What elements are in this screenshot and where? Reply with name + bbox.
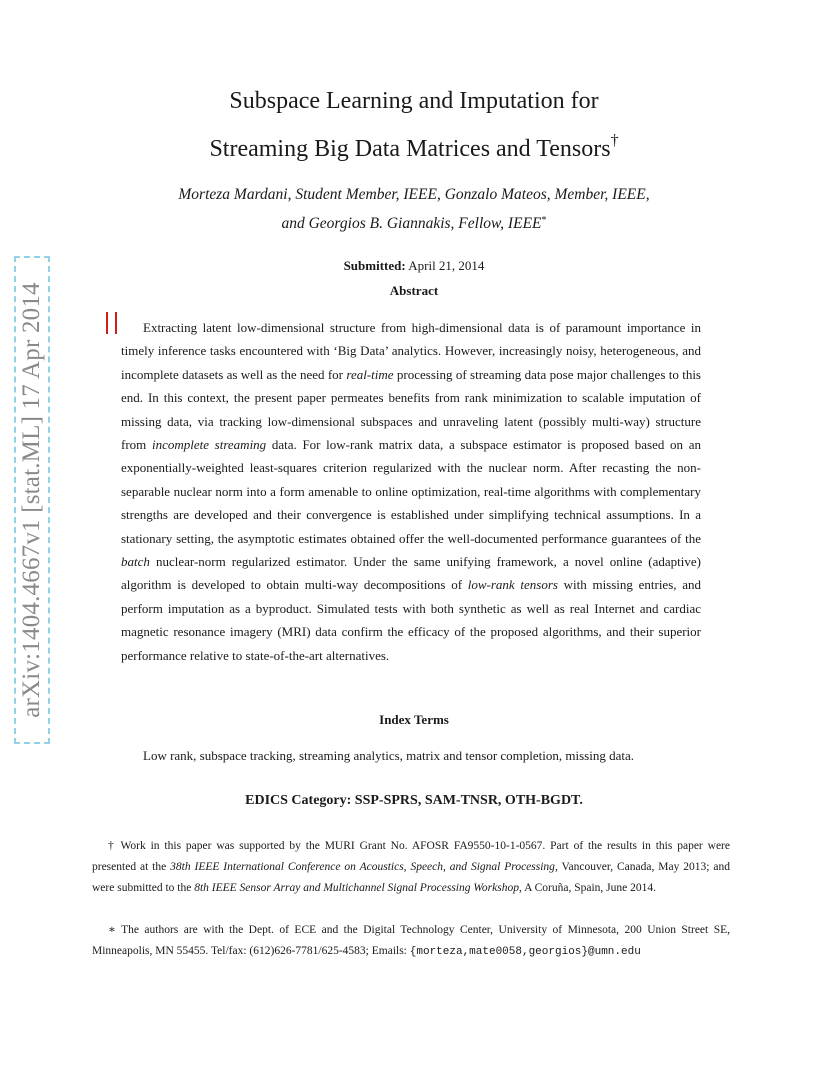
abstract-body [121,316,701,667]
arxiv-identifier: arXiv:1404.4667v1 [stat.ML] 17 Apr 2014 [18,282,45,718]
title-text: Streaming Big Data Matrices and Tensors [209,136,611,162]
footnote-affiliation [92,920,730,963]
abstract-text-2: processing of streaming data pose major challenges to this end. In this context, the present paper permeates benefits from rank minimization to scalable imputation of missing data, via tracking low-dimensional subspaces and unraveling latent (possibly multi-way) structure from [121,366,701,453]
footnote1-em-2: 8th IEEE Sensor Array and Multichannel Signal Processing Workshop [194,882,519,894]
title-dagger-mark: † [610,132,619,149]
submitted-line [0,258,828,274]
abstract-text-1: Extracting latent low-dimensional structure from high-dimensional data is of paramount importance in timely inference tasks encountered with ‘Big Data’ analytics. However, increasingly noisy, heterogeneous, and incomplete datasets as well as the need for [121,320,701,382]
authors-star-mark: * [541,215,547,226]
index-terms-heading: Index Terms [379,712,449,727]
authors-text: and Georgios B. Giannakis, Fellow, IEEE [281,215,542,232]
footnote2-text: ∗ The authors are with the Dept. of ECE and the Digital Technology Center, University of Minnesota, 200 Union Street SE, Minneapolis, MN 55455. Tel/fax: (612)626-7781/625-4583; Emails: [92,924,730,957]
abstract-em-2: incomplete streaming [151,437,267,453]
index-terms-text: Low rank, subspace tracking, streaming analytics, matrix and tensor completion, missing data. [143,748,634,763]
abstract-text-5: with missing entries, and perform imputation as a byproduct. Simulated tests with both synthetic as well as real Internet and cardiac magnetic resonance imagery (MRI) data confirm the efficacy of the proposed algorithms, and their superior performance relative to state-of-the-art alternatives. [121,577,701,663]
abstract-heading: Abstract [389,283,439,298]
abstract-em-4: low-rank tensors [467,577,558,593]
footnote1-text-a: † Work in this paper was supported by the MURI Grant No. AFOSR FA9550-10-1-0567. Part of the results in this paper were presented at the [92,840,730,873]
abstract-text-4: nuclear-norm regularized estimator. Under the same unifying framework, a novel online (adaptive) algorithm is developed to obtain multi-way decompositions of [121,554,701,593]
author-emails: {morteza,mate0058,georgios}@umn.edu [409,946,641,958]
margin-change-bars [106,312,120,336]
footnote1-em-1: 38th IEEE International Conference on Acoustics, Speech, and Signal Processing [170,861,555,873]
abstract-em-1: real-time [346,366,394,382]
paper-title-line1: Subspace Learning and Imputation for [229,88,599,114]
footnote1-text-b: , Vancouver, Canada, May 2013; and were submitted to the [92,861,730,894]
submitted-label: Submitted: [343,258,406,273]
footnote1-text-c: , A Coruña, Spain, June 2014. [518,882,656,894]
submitted-date: April 21, 2014 [408,258,485,273]
authors-line2 [0,215,828,233]
paper-title-line2 [0,132,828,163]
footnote-funding [92,836,730,899]
authors-line1: Morteza Mardani, Student Member, IEEE, Gonzalo Mateos, Member, IEEE, [178,186,650,203]
abstract-text-3: data. For low-rank matrix data, a subspace estimator is proposed based on an exponentially-weighted least-squares criterion regularized with the nuclear norm. After recasting the non-separable nuclear norm into a form amenable to online optimization, real-time algorithms with complementary strengths are developed and their convergence is established under simplifying technical assumptions. In a stationary setting, the asymptotic estimates obtained offer the well-documented performance guarantees of the [121,437,701,546]
abstract-em-3: batch [121,554,150,570]
edics-category: EDICS Category: SSP-SPRS, SAM-TNSR, OTH-BGDT. [245,793,583,808]
